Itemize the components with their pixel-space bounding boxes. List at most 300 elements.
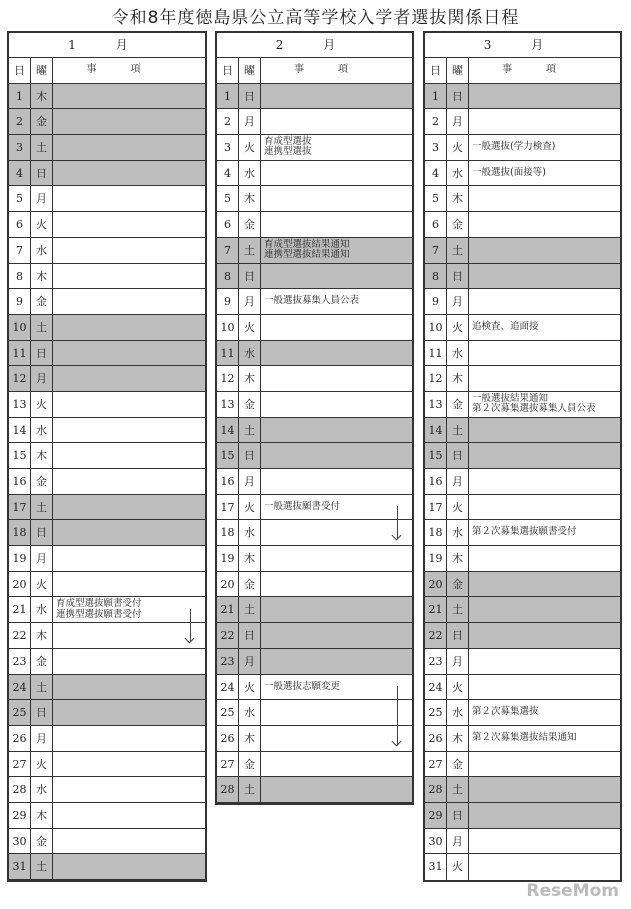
day-number: 30 — [9, 829, 31, 854]
table-row — [425, 341, 620, 367]
day-number: 21 — [217, 597, 239, 622]
day-number: 29 — [425, 803, 447, 828]
day-number: 27 — [217, 752, 239, 777]
day-of-week: 木 — [447, 546, 469, 571]
day-of-week: 月 — [447, 649, 469, 674]
day-of-week: 木 — [239, 726, 261, 751]
day-number: 15 — [9, 443, 31, 468]
event-text: 連携型選抜結果通知 — [264, 249, 350, 261]
event-cell — [469, 597, 620, 622]
day-of-week: 水 — [31, 777, 53, 802]
day-of-week: 火 — [239, 495, 261, 520]
day-of-week: 月 — [447, 289, 469, 314]
day-of-week: 土 — [31, 315, 53, 340]
event-cell — [53, 212, 205, 237]
day-of-week: 日 — [447, 264, 469, 289]
month-header: 1 月 — [9, 33, 205, 58]
table-row — [425, 212, 620, 238]
event-cell — [261, 443, 412, 468]
table-row — [217, 392, 412, 418]
day-number: 18 — [217, 520, 239, 545]
day-number: 7 — [425, 238, 447, 263]
table-row — [217, 495, 412, 521]
event-cell — [53, 520, 205, 545]
day-header: 日 — [425, 58, 447, 83]
event-cell — [469, 675, 620, 700]
event-cell — [53, 341, 205, 366]
day-of-week: 火 — [447, 854, 469, 880]
table-row — [425, 264, 620, 290]
table-row — [9, 366, 205, 392]
table-row — [217, 366, 412, 392]
event-cell — [469, 572, 620, 597]
event-cell — [53, 829, 205, 854]
day-number: 18 — [425, 520, 447, 545]
event-cell — [53, 186, 205, 211]
table-row — [425, 289, 620, 315]
event-cell — [53, 726, 205, 751]
day-of-week: 土 — [447, 597, 469, 622]
event-text: 育成型選抜願書受付 — [56, 598, 142, 610]
event-cell — [469, 366, 620, 391]
event-cell — [261, 84, 412, 109]
table-row — [217, 700, 412, 726]
event-cell — [469, 443, 620, 468]
day-of-week: 火 — [31, 752, 53, 777]
event-cell — [261, 700, 412, 725]
event-text: 一般選抜志願変更 — [264, 680, 341, 692]
day-number: 24 — [9, 675, 31, 700]
day-number: 10 — [217, 315, 239, 340]
day-of-week: 水 — [239, 161, 261, 186]
table-row — [425, 572, 620, 598]
event-cell — [261, 520, 412, 545]
table-row — [217, 289, 412, 315]
day-number: 8 — [425, 264, 447, 289]
event-cell — [469, 777, 620, 802]
day-of-week: 日 — [239, 84, 261, 109]
table-row — [9, 597, 205, 623]
table-row — [425, 84, 620, 110]
table-row — [425, 854, 620, 880]
day-of-week: 土 — [239, 597, 261, 622]
day-of-week: 水 — [239, 341, 261, 366]
event-cell — [53, 264, 205, 289]
event-text: 一般選抜募集人員公表 — [264, 295, 360, 307]
day-of-week: 木 — [239, 546, 261, 571]
table-row — [425, 186, 620, 212]
table-row — [9, 649, 205, 675]
table-row — [425, 752, 620, 778]
day-of-week: 月 — [31, 546, 53, 571]
table-row — [425, 109, 620, 135]
day-of-week: 水 — [447, 161, 469, 186]
day-of-week: 日 — [31, 700, 53, 725]
event-cell — [469, 546, 620, 571]
day-of-week: 木 — [239, 186, 261, 211]
table-row — [425, 520, 620, 546]
table-row — [9, 443, 205, 469]
day-number: 5 — [9, 186, 31, 211]
day-of-week: 火 — [31, 572, 53, 597]
event-header: 事項 — [294, 64, 382, 75]
table-row — [217, 212, 412, 238]
day-number: 8 — [9, 264, 31, 289]
day-of-week: 土 — [31, 854, 53, 879]
table-row — [9, 264, 205, 290]
day-number: 25 — [9, 700, 31, 725]
table-row — [9, 289, 205, 315]
table-row — [217, 572, 412, 598]
day-of-week: 月 — [31, 726, 53, 751]
day-of-week: 木 — [31, 803, 53, 828]
day-number: 24 — [425, 675, 447, 700]
day-number: 2 — [217, 109, 239, 134]
day-number: 23 — [9, 649, 31, 674]
table-row — [9, 161, 205, 187]
event-cell — [53, 443, 205, 468]
day-of-week: 火 — [31, 212, 53, 237]
day-number: 11 — [9, 341, 31, 366]
table-row — [217, 418, 412, 444]
day-number: 19 — [425, 546, 447, 571]
event-cell — [261, 366, 412, 391]
day-of-week: 火 — [239, 675, 261, 700]
event-cell — [261, 752, 412, 777]
table-row — [217, 649, 412, 675]
event-cell — [469, 161, 620, 186]
table-row — [9, 392, 205, 418]
page-title: 令和8年度徳島県公立高等学校入学者選抜関係日程 — [111, 8, 520, 28]
day-of-week: 日 — [447, 803, 469, 828]
day-number: 4 — [9, 161, 31, 186]
day-of-week: 金 — [239, 572, 261, 597]
event-text: 育成型選抜 — [264, 135, 312, 147]
event-cell — [53, 700, 205, 725]
day-number: 15 — [217, 443, 239, 468]
day-of-week: 土 — [447, 238, 469, 263]
event-cell — [53, 777, 205, 802]
event-cell — [53, 84, 205, 109]
day-number: 22 — [217, 623, 239, 648]
day-number: 5 — [217, 186, 239, 211]
day-of-week: 金 — [31, 469, 53, 494]
event-cell — [53, 752, 205, 777]
day-number: 8 — [217, 264, 239, 289]
day-number: 16 — [9, 469, 31, 494]
event-text: 追検査、追面接 — [472, 320, 539, 332]
table-row — [425, 495, 620, 521]
event-cell — [261, 726, 412, 751]
day-of-week: 月 — [447, 469, 469, 494]
day-of-week: 火 — [31, 392, 53, 417]
day-of-week: 水 — [447, 520, 469, 545]
table-row — [425, 469, 620, 495]
event-cell — [53, 623, 205, 648]
day-of-week: 日 — [447, 84, 469, 109]
event-cell — [261, 186, 412, 211]
table-row — [9, 186, 205, 212]
day-of-week: 火 — [239, 135, 261, 160]
event-cell — [261, 315, 412, 340]
event-cell — [261, 264, 412, 289]
day-of-week: 木 — [447, 726, 469, 751]
event-cell — [53, 238, 205, 263]
day-of-week: 月 — [239, 649, 261, 674]
day-number: 13 — [425, 392, 447, 417]
day-number: 6 — [217, 212, 239, 237]
event-text: 第２次募集選抜 — [472, 706, 539, 718]
day-of-week: 月 — [447, 109, 469, 134]
day-of-week: 土 — [239, 777, 261, 802]
day-of-week: 水 — [31, 597, 53, 622]
day-number: 17 — [425, 495, 447, 520]
month-table — [7, 31, 207, 882]
event-cell — [469, 854, 620, 880]
event-cell — [53, 469, 205, 494]
day-of-week: 木 — [31, 443, 53, 468]
month-table — [423, 31, 622, 882]
event-cell — [53, 366, 205, 391]
day-number: 28 — [425, 777, 447, 802]
day-number: 17 — [217, 495, 239, 520]
event-cell — [261, 495, 412, 520]
table-row — [217, 315, 412, 341]
day-of-week: 土 — [31, 135, 53, 160]
table-row — [9, 700, 205, 726]
day-number: 5 — [425, 186, 447, 211]
event-text: 連携型選抜 — [264, 146, 312, 158]
day-number: 27 — [9, 752, 31, 777]
event-cell — [53, 161, 205, 186]
table-row — [9, 803, 205, 829]
table-row — [217, 752, 412, 778]
table-row — [425, 675, 620, 701]
day-number: 27 — [425, 752, 447, 777]
table-row — [9, 341, 205, 367]
day-of-week: 月 — [239, 469, 261, 494]
table-row — [217, 238, 412, 264]
event-cell — [469, 289, 620, 314]
day-number: 22 — [9, 623, 31, 648]
day-number: 18 — [9, 520, 31, 545]
event-cell — [469, 803, 620, 828]
column-headers — [217, 58, 412, 84]
day-number: 26 — [425, 726, 447, 751]
table-row — [217, 623, 412, 649]
day-number: 17 — [9, 495, 31, 520]
table-row — [425, 829, 620, 855]
day-number: 15 — [425, 443, 447, 468]
day-of-week: 水 — [239, 520, 261, 545]
day-of-week: 水 — [447, 341, 469, 366]
month-header: 2 月 — [217, 33, 412, 58]
table-row — [425, 418, 620, 444]
day-number: 19 — [9, 546, 31, 571]
event-cell — [261, 675, 412, 700]
day-of-week: 火 — [447, 495, 469, 520]
day-of-week: 木 — [447, 186, 469, 211]
day-number: 9 — [9, 289, 31, 314]
day-number: 2 — [425, 109, 447, 134]
day-number: 1 — [425, 84, 447, 109]
day-of-week: 木 — [31, 264, 53, 289]
dow-header: 曜 — [31, 58, 53, 83]
month-table — [215, 31, 414, 805]
event-cell — [261, 546, 412, 571]
day-number: 26 — [217, 726, 239, 751]
event-cell — [469, 84, 620, 109]
event-cell — [53, 597, 205, 622]
watermark-logo: ReseMom — [526, 881, 619, 901]
day-of-week: 木 — [447, 366, 469, 391]
event-cell — [469, 520, 620, 545]
table-row — [425, 238, 620, 264]
day-of-week: 金 — [447, 212, 469, 237]
day-number: 19 — [217, 546, 239, 571]
day-of-week: 日 — [447, 443, 469, 468]
day-number: 29 — [9, 803, 31, 828]
day-of-week: 金 — [447, 392, 469, 417]
day-of-week: 金 — [31, 649, 53, 674]
day-of-week: 土 — [447, 418, 469, 443]
day-of-week: 水 — [239, 700, 261, 725]
event-cell — [53, 572, 205, 597]
event-cell — [469, 418, 620, 443]
event-cell — [53, 546, 205, 571]
event-cell — [261, 649, 412, 674]
table-row — [9, 495, 205, 521]
event-cell — [53, 649, 205, 674]
month-header: 3 月 — [425, 33, 620, 58]
table-row — [425, 315, 620, 341]
day-of-week: 火 — [447, 135, 469, 160]
day-of-week: 月 — [239, 109, 261, 134]
day-of-week: 火 — [239, 315, 261, 340]
day-of-week: 月 — [239, 289, 261, 314]
event-cell — [469, 495, 620, 520]
event-cell — [261, 469, 412, 494]
event-cell — [469, 829, 620, 854]
table-row — [9, 315, 205, 341]
table-row — [217, 84, 412, 110]
table-row — [9, 777, 205, 803]
day-number: 24 — [217, 675, 239, 700]
day-of-week: 金 — [31, 829, 53, 854]
table-row — [9, 418, 205, 444]
day-of-week: 金 — [239, 392, 261, 417]
day-number: 20 — [217, 572, 239, 597]
day-of-week: 土 — [447, 777, 469, 802]
table-row — [425, 161, 620, 187]
day-number: 11 — [425, 341, 447, 366]
event-cell — [469, 341, 620, 366]
day-number: 28 — [217, 777, 239, 802]
day-of-week: 日 — [31, 341, 53, 366]
day-of-week: 木 — [31, 84, 53, 109]
table-row — [9, 109, 205, 135]
day-number: 3 — [217, 135, 239, 160]
day-number: 22 — [425, 623, 447, 648]
day-number: 25 — [217, 700, 239, 725]
day-number: 1 — [217, 84, 239, 109]
day-number: 25 — [425, 700, 447, 725]
event-cell — [261, 238, 412, 263]
day-number: 3 — [9, 135, 31, 160]
day-of-week: 水 — [447, 700, 469, 725]
day-number: 12 — [9, 366, 31, 391]
column-headers — [425, 58, 620, 84]
table-row — [425, 135, 620, 161]
table-row — [9, 854, 205, 880]
table-row — [217, 109, 412, 135]
table-row — [217, 443, 412, 469]
table-row — [9, 546, 205, 572]
day-number: 6 — [9, 212, 31, 237]
day-of-week: 月 — [31, 186, 53, 211]
table-row — [9, 726, 205, 752]
day-number: 28 — [9, 777, 31, 802]
table-row — [425, 803, 620, 829]
event-cell — [261, 212, 412, 237]
table-row — [9, 135, 205, 161]
day-of-week: 金 — [239, 212, 261, 237]
event-cell — [261, 341, 412, 366]
day-of-week: 水 — [31, 418, 53, 443]
event-cell — [53, 289, 205, 314]
day-of-week: 木 — [239, 366, 261, 391]
table-row — [9, 675, 205, 701]
day-of-week: 土 — [31, 675, 53, 700]
event-cell — [261, 109, 412, 134]
event-cell — [469, 212, 620, 237]
event-cell — [261, 135, 412, 160]
day-number: 31 — [9, 854, 31, 879]
event-text: 一般選抜願書受付 — [264, 500, 341, 512]
day-number: 20 — [425, 572, 447, 597]
day-number: 12 — [425, 366, 447, 391]
day-of-week: 月 — [31, 366, 53, 391]
day-of-week: 金 — [239, 752, 261, 777]
day-number: 2 — [9, 109, 31, 134]
day-of-week: 木 — [31, 623, 53, 648]
event-cell — [261, 777, 412, 802]
day-number: 7 — [9, 238, 31, 263]
event-cell — [53, 495, 205, 520]
table-row — [217, 161, 412, 187]
day-number: 16 — [217, 469, 239, 494]
table-row — [217, 186, 412, 212]
day-number: 9 — [425, 289, 447, 314]
day-number: 11 — [217, 341, 239, 366]
day-of-week: 土 — [239, 238, 261, 263]
day-number: 14 — [9, 418, 31, 443]
table-row — [425, 777, 620, 803]
event-cell — [53, 418, 205, 443]
event-cell — [261, 161, 412, 186]
table-row — [9, 829, 205, 855]
day-of-week: 日 — [239, 443, 261, 468]
event-cell — [261, 572, 412, 597]
day-header: 日 — [217, 58, 239, 83]
table-row — [9, 752, 205, 778]
event-cell — [261, 289, 412, 314]
event-text: 第２次募集選抜募集人員公表 — [472, 403, 596, 415]
table-row — [425, 443, 620, 469]
table-row — [217, 520, 412, 546]
day-number: 16 — [425, 469, 447, 494]
arrow-down-icon — [397, 506, 398, 539]
